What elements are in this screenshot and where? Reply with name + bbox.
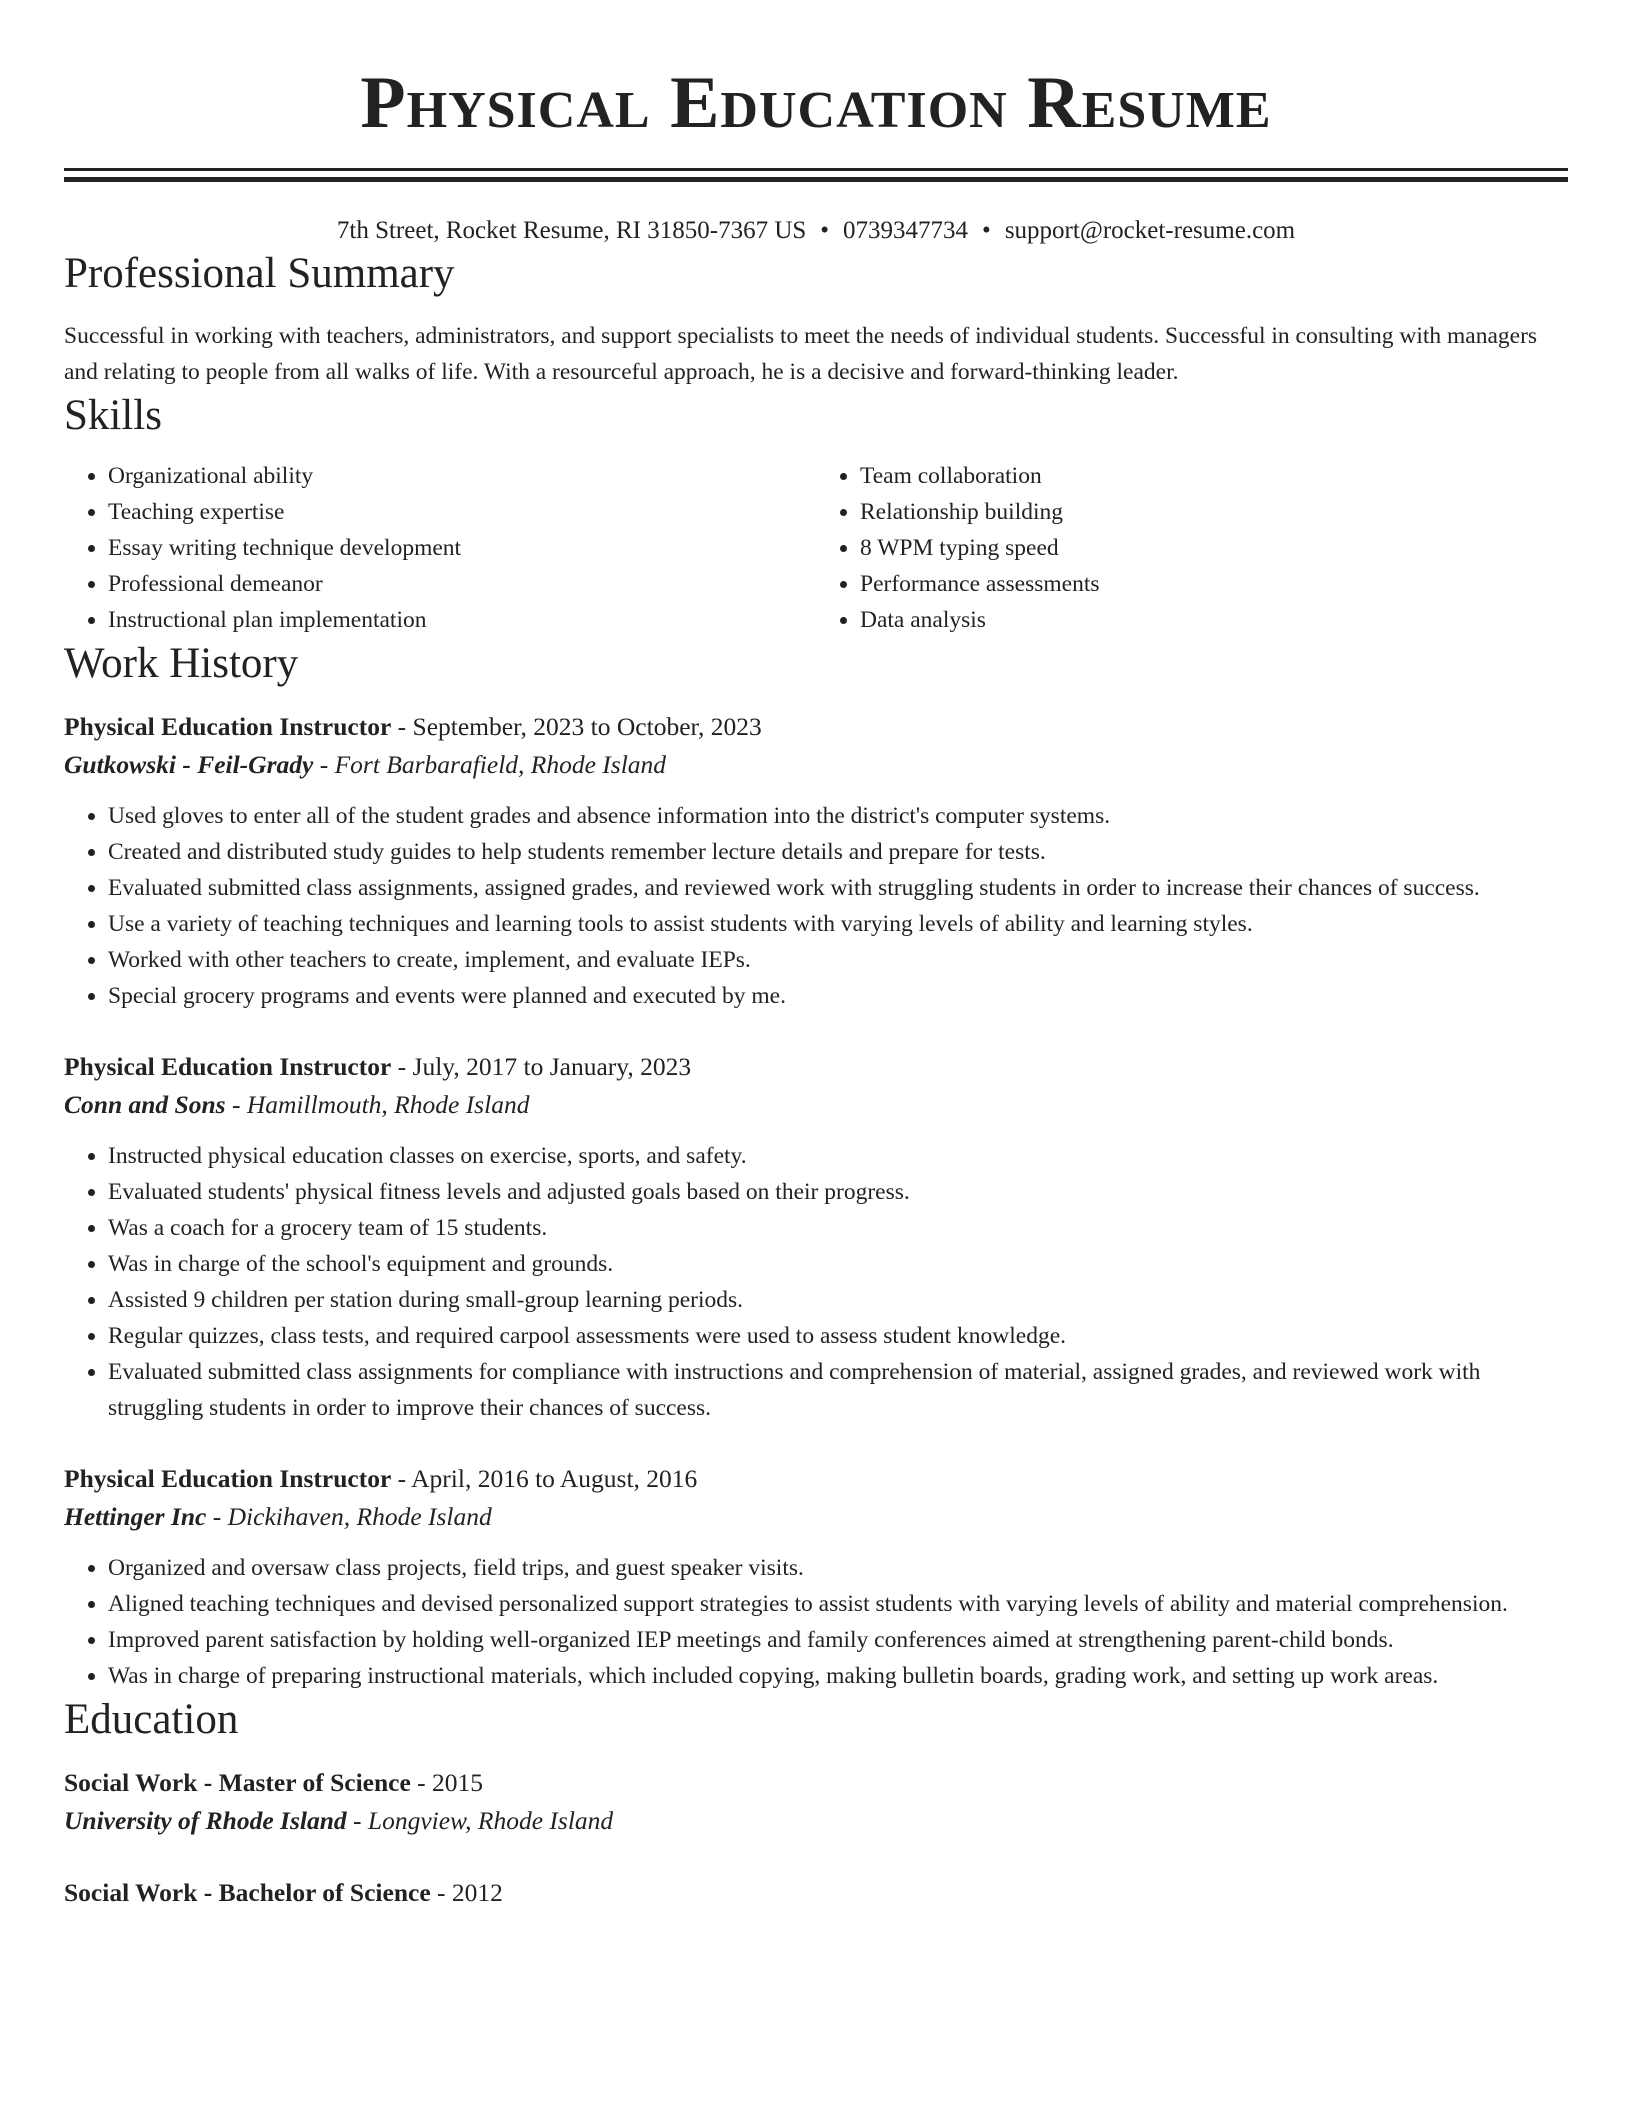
contact-address: 7th Street, Rocket Resume, RI 31850-7367 US bbox=[336, 217, 807, 244]
job-entry bbox=[64, 1048, 1568, 1426]
job-entry bbox=[64, 1460, 1568, 1694]
job-title-line bbox=[64, 1048, 1568, 1086]
skill-item: • Teaching expertise bbox=[108, 494, 816, 530]
job-duty: • Instructed physical education classes on exercise, sports, and safety. bbox=[108, 1138, 1568, 1174]
job-duty: • Worked with other teachers to create, implement, and evaluate IEPs. bbox=[108, 942, 1568, 978]
title-rule-bottom bbox=[64, 177, 1568, 182]
education-school: University of Rhode Island bbox=[64, 1806, 347, 1835]
title-rule-top bbox=[64, 168, 1568, 171]
skill-item: • 8 WPM typing speed bbox=[860, 530, 1568, 566]
job-duty: • Assisted 9 children per station during small-group learning periods. bbox=[108, 1282, 1568, 1318]
job-duty: • Evaluated submitted class assignments for compliance with instructions and comprehension of material, assigned grades, and reviewed work with struggling students in order to improve their chances of success. bbox=[108, 1354, 1568, 1426]
skill-item: • Organizational ability bbox=[108, 458, 816, 494]
job-duty: • Evaluated submitted class assignments, assigned grades, and reviewed work with struggling students in order to increase their chances of success. bbox=[108, 870, 1568, 906]
job-duty: • Evaluated students' physical fitness levels and adjusted goals based on their progress. bbox=[108, 1174, 1568, 1210]
work-history-heading: Work History bbox=[64, 640, 299, 687]
job-company-line bbox=[64, 1498, 1568, 1536]
education-entry bbox=[64, 1874, 1568, 1912]
education-degree-line bbox=[64, 1764, 1568, 1802]
skill-item: • Data analysis bbox=[860, 602, 1568, 638]
skills-heading: Skills bbox=[64, 392, 162, 439]
skills-column-right bbox=[816, 458, 1568, 638]
contact-email: support@rocket-resume.com bbox=[1004, 217, 1296, 244]
job-company: Gutkowski - Feil-Grady bbox=[64, 750, 314, 779]
job-dates: - July, 2017 to January, 2023 bbox=[391, 1052, 692, 1081]
job-title-line bbox=[64, 708, 1568, 746]
job-duty: • Aligned teaching techniques and devised personalized support strategies to assist students with varying levels of ability and material comprehension. bbox=[108, 1586, 1568, 1622]
skill-item: • Professional demeanor bbox=[108, 566, 816, 602]
education-degree: Social Work - Master of Science bbox=[64, 1768, 411, 1797]
job-location: - Dickihaven, Rhode Island bbox=[206, 1502, 492, 1531]
job-duties-list bbox=[64, 1138, 1568, 1426]
contact-line bbox=[64, 214, 1568, 248]
education-school-line bbox=[64, 1802, 1568, 1840]
contact-separator: • bbox=[982, 217, 991, 244]
skill-item: • Team collaboration bbox=[860, 458, 1568, 494]
skill-item: • Performance assessments bbox=[860, 566, 1568, 602]
skills-column-left bbox=[64, 458, 816, 638]
job-duty: • Organized and oversaw class projects, field trips, and guest speaker visits. bbox=[108, 1550, 1568, 1586]
skills-list-right bbox=[816, 458, 1568, 638]
skills-list-left bbox=[64, 458, 816, 638]
education-degree-line bbox=[64, 1874, 1568, 1912]
summary-heading: Professional Summary bbox=[64, 250, 455, 297]
job-duties-list bbox=[64, 798, 1568, 1014]
job-company: Conn and Sons bbox=[64, 1090, 226, 1119]
skill-item: • Relationship building bbox=[860, 494, 1568, 530]
job-company-line bbox=[64, 1086, 1568, 1124]
job-duty: • Improved parent satisfaction by holding well-organized IEP meetings and family conferences aimed at strengthening parent-child bonds. bbox=[108, 1622, 1568, 1658]
job-role: Physical Education Instructor bbox=[64, 712, 392, 741]
page-title: Physical Education Resume bbox=[360, 62, 1272, 144]
job-entry bbox=[64, 708, 1568, 1014]
education-entry bbox=[64, 1764, 1568, 1840]
job-company-line bbox=[64, 746, 1568, 784]
education-year: - 2012 bbox=[430, 1878, 503, 1907]
contact-phone: 0739347734 bbox=[843, 217, 969, 244]
job-duty: • Was in charge of the school's equipment and grounds. bbox=[108, 1246, 1568, 1282]
education-location: - Longview, Rhode Island bbox=[346, 1806, 614, 1835]
skill-item: • Instructional plan implementation bbox=[108, 602, 816, 638]
job-dates: - April, 2016 to August, 2016 bbox=[391, 1464, 698, 1493]
contact-separator: • bbox=[820, 217, 830, 244]
job-duty: • Used gloves to enter all of the student grades and absence information into the district's computer systems. bbox=[108, 798, 1568, 834]
job-duty: • Was in charge of preparing instructional materials, which included copying, making bulletin boards, grading work, and setting up work areas. bbox=[108, 1658, 1568, 1694]
job-location: - Fort Barbarafield, Rhode Island bbox=[313, 750, 667, 779]
job-dates: - September, 2023 to October, 2023 bbox=[391, 712, 762, 741]
job-title-line bbox=[64, 1460, 1568, 1498]
skill-item: • Essay writing technique development bbox=[108, 530, 816, 566]
job-duty: • Regular quizzes, class tests, and required carpool assessments were used to assess student knowledge. bbox=[108, 1318, 1568, 1354]
job-duties-list bbox=[64, 1550, 1568, 1694]
education-degree: Social Work - Bachelor of Science bbox=[64, 1878, 431, 1907]
summary-text: Successful in working with teachers, administrators, and support specialists to meet the needs of individual students. Successful in consulting with managers and relating to people from all walks of life. With a resourceful approach, he is a decisive and forward-thinking leader. bbox=[64, 323, 1538, 385]
job-location: - Hamillmouth, Rhode Island bbox=[225, 1090, 530, 1119]
education-heading: Education bbox=[64, 1696, 239, 1743]
job-role: Physical Education Instructor bbox=[64, 1052, 392, 1081]
job-duty: • Was a coach for a grocery team of 15 students. bbox=[108, 1210, 1568, 1246]
job-role: Physical Education Instructor bbox=[64, 1464, 392, 1493]
job-duty: • Use a variety of teaching techniques and learning tools to assist students with varying levels of ability and learning styles. bbox=[108, 906, 1568, 942]
job-duty: • Created and distributed study guides to help students remember lecture details and prepare for tests. bbox=[108, 834, 1568, 870]
education-year: - 2015 bbox=[410, 1768, 484, 1797]
skills-columns bbox=[64, 458, 1568, 638]
job-duty: • Special grocery programs and events were planned and executed by me. bbox=[108, 978, 1568, 1014]
job-company: Hettinger Inc bbox=[64, 1502, 207, 1531]
